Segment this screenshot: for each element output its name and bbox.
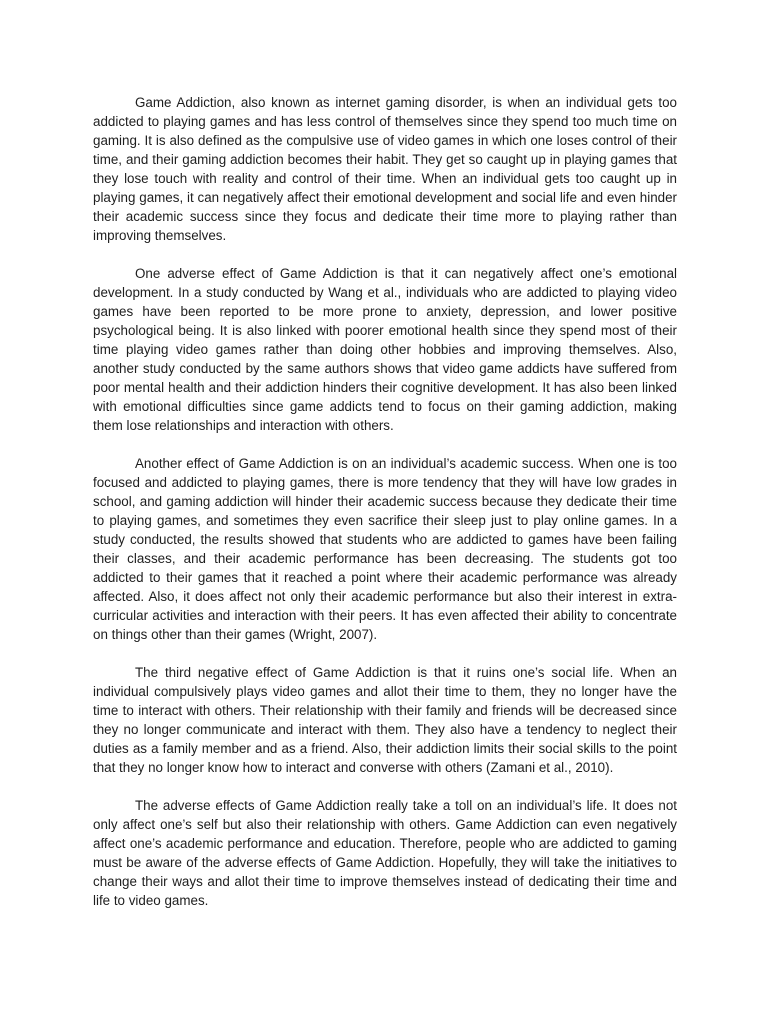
- paragraph-emotional-development: One adverse effect of Game Addiction is that it can negatively affect one’s emotional development. In a study conducted by Wang et al., individuals who are addicted to playing video games have been reported to be more prone to anxiety, depression, and lower positive psychological being. It is also linked with poorer emotional health since they spend most of their time playing video games rather than doing other hobbies and improving themselves. Also, another study conducted by the same authors shows that video game addicts have suffered from poor mental health and their addiction hinders their cognitive development. It has also been linked with emotional difficulties since game addicts tend to focus on their gaming addiction, making them lose relationships and interaction with others.: [93, 266, 677, 433]
- paragraph-introduction: Game Addiction, also known as internet gaming disorder, is when an individual gets too addicted to playing games and has less control of themselves since they spend too much time on gaming. It is also defined as the compulsive use of video games in which one loses control of their time, and their gaming addiction becomes their habit. They get so caught up in playing games that they lose touch with reality and control of their time. When an individual gets too caught up in playing games, it can negatively affect their emotional development and social life and even hinder their academic success since they focus and dedicate their time more to playing rather than improving themselves.: [93, 95, 677, 243]
- paragraph-social-life: The third negative effect of Game Addiction is that it ruins one’s social life. When an individual compulsively plays video games and allot their time to them, they no longer have the time to interact with others. Their relationship with their family and friends will be decreased since they no longer communicate and interact with them. They also have a tendency to neglect their duties as a family member and as a friend. Also, their addiction limits their social skills to the point that they no longer know how to interact and converse with others (Zamani et al., 2010).: [93, 665, 677, 775]
- paragraph-academic-success: Another effect of Game Addiction is on an individual’s academic success. When one is too focused and addicted to playing games, there is more tendency that they will have low grades in school, and gaming addiction will hinder their academic success because they dedicate their time to playing games, and sometimes they even sacrifice their sleep just to play online games. In a study conducted, the results showed that students who are addicted to games have been failing their classes, and their academic performance has been decreasing. The students got too addicted to their games that it reached a point where their academic performance was already affected. Also, it does affect not only their academic performance but also their interest in extra-curricular activities and interaction with their peers. It has even affected their ability to concentrate on things other than their games (Wright, 2007).: [93, 456, 677, 642]
- essay-body: [93, 93, 677, 929]
- paragraph-conclusion: The adverse effects of Game Addiction really take a toll on an individual’s life. It does not only affect one’s self but also their relationship with others. Game Addiction can even negatively affect one’s academic performance and education. Therefore, people who are addicted to gaming must be aware of the adverse effects of Game Addiction. Hopefully, they will take the initiatives to change their ways and allot their time to improve themselves instead of dedicating their time and life to video games.: [93, 798, 677, 908]
